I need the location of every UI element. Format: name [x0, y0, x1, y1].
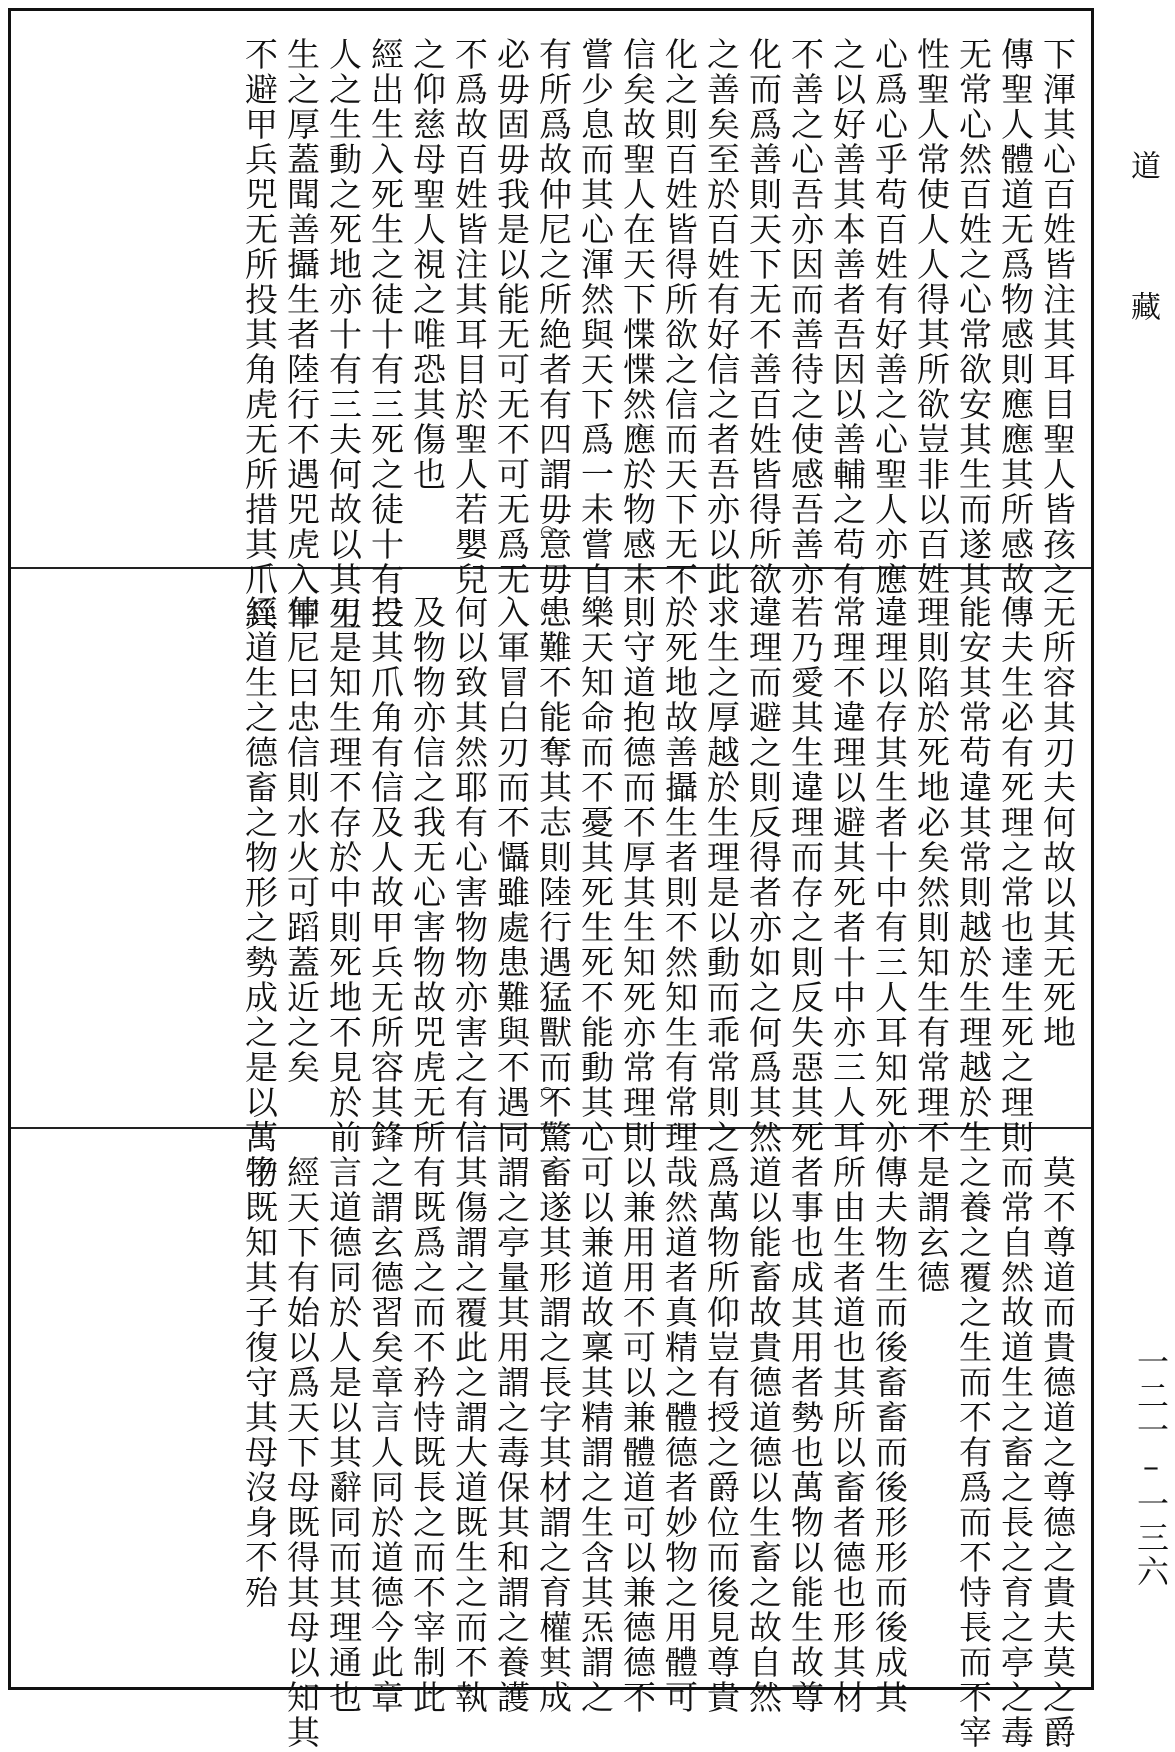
column-group — [237, 37, 1077, 632]
text-column: 謂之亭量其用謂之毒保其和謂之養護 — [492, 1155, 531, 1715]
text-column: 信矣故聖人在天下惵惵然應於物感未 — [618, 37, 657, 597]
text-panel-bottom — [11, 1129, 1091, 1750]
text-panel-top — [11, 11, 1091, 632]
text-column: 傳夫物生而後畜畜而後形形而後成其 — [870, 1155, 909, 1715]
punctuation-circle-mark — [543, 1165, 555, 1177]
text-column: 之仰慈母聖人視之唯恐其傷也 — [408, 37, 447, 492]
text-column: 理則陷於死地必矣然則知生有常理不 — [912, 595, 951, 1155]
text-column: 常理不違理以避其死者十中亦三人耳 — [828, 595, 867, 1155]
page-frame — [8, 8, 1094, 1750]
text-column: 者事也成其用者勢也萬物以能生故尊 — [786, 1155, 825, 1715]
text-column: 生之厚蓋聞善攝生者陸行不遇兕虎入軍 — [282, 37, 321, 632]
punctuation-circle-mark — [541, 603, 553, 615]
text-column: 若乃愛其生違理而存之則反失惡其死 — [786, 595, 825, 1155]
text-column: 人之生動之死地亦十有三夫何故以其生 — [324, 37, 363, 632]
text-column: 是謂玄德 — [912, 1155, 951, 1295]
text-column: 何以致其然耶有心害物物亦害之有信 — [450, 595, 489, 1155]
text-column: 所由生者道也其所以畜者德也形其材 — [828, 1155, 867, 1715]
text-column: 投其爪角有信及人故甲兵无所容其鋒 — [366, 595, 405, 1155]
page-number: 一二一–一三六 — [1132, 1345, 1170, 1589]
text-column: 哉然道者真精之體德者妙物之用體可 — [660, 1155, 699, 1715]
text-column: 道以能畜故貴德道德以生畜之故自然 — [744, 1155, 783, 1715]
text-column: 違理而避之則反得者亦如之何爲其然 — [744, 595, 783, 1155]
text-column: 其傷謂之覆此之謂大道既生之而不執 — [450, 1155, 489, 1715]
text-column: 有既爲之而不矜恃既長之而不宰制此 — [408, 1155, 447, 1715]
text-column: 經道生之德畜之物形之勢成之是以萬物 — [240, 595, 279, 1190]
text-column: 經出生入死生之徒十有三死之徒十有三 — [366, 37, 405, 632]
text-column: 不爲故百姓皆注其耳目於聖人若嬰兒 — [450, 37, 489, 597]
text-column: 化而爲善則天下无不善百姓皆得所欲 — [744, 37, 783, 597]
text-column: 爲萬物所仰豈有授之爵位而後見尊貴 — [702, 1155, 741, 1715]
text-column: 經天下有始以爲天下母既得其母以知其 — [282, 1155, 321, 1750]
text-column: 於死地故善攝生者則不然知生有常理 — [660, 595, 699, 1155]
text-column: 畜遂其形謂之長字其材謂之育權其成 — [534, 1155, 573, 1715]
text-column: 言道德同於人是以其辭同而其理通也 — [324, 1155, 363, 1715]
text-column: 及物物亦信之我无心害物故兕虎无所 — [408, 595, 447, 1155]
text-column: 違理以存其生者十中有三人耳知死亦 — [870, 595, 909, 1155]
punctuation-circle-mark — [541, 526, 553, 538]
text-column: 仲尼曰忠信則水火可蹈蓋近之矣 — [282, 595, 321, 1085]
text-column: 之謂玄德習矣章言人同於道德今此章 — [366, 1155, 405, 1715]
text-column: 之養之覆之生而不有爲而不恃長而不宰 — [954, 1155, 993, 1750]
text-column: 无常心然百姓之心常欲安其生而遂其 — [954, 37, 993, 597]
text-column: 无所容其刃夫何故以其无死地 — [1038, 595, 1077, 1050]
text-column: 能安其常苟違其常則越於生理越於生 — [954, 595, 993, 1155]
text-column: 以兼用用不可以兼體道可以兼德德不 — [618, 1155, 657, 1715]
text-column: 樂天知命而不憂其死生死不能動其心 — [576, 595, 615, 1155]
text-column: 莫不尊道而貴德道之尊德之貴夫莫之爵 — [1038, 1155, 1077, 1750]
text-column: 傳聖人體道无爲物感則應應其所感故 — [996, 37, 1035, 597]
text-panel-middle — [11, 569, 1091, 1190]
text-column: 刃是知生理不存於中則死地不見於前 — [324, 595, 363, 1155]
column-group — [237, 1155, 1077, 1750]
text-column: 不善之心吾亦因而善待之使感吾善亦 — [786, 37, 825, 597]
text-column: 之以好善其本善者吾因以善輔之苟有 — [828, 37, 867, 597]
text-column: 求生之厚越於生理是以動而乖常則之 — [702, 595, 741, 1155]
text-column: 不避甲兵兕无所投其角虎无所措其爪兵 — [240, 37, 279, 632]
text-column: 則守道抱德而不厚其生知死亦常理則 — [618, 595, 657, 1155]
punctuation-circle-mark — [541, 1087, 553, 1099]
punctuation-circle-mark — [543, 1651, 555, 1663]
text-column: 患難不能奪其志則陸行遇猛獸而不驚 — [534, 595, 573, 1155]
text-column: 子既知其子復守其母沒身不殆 — [240, 1155, 279, 1610]
text-column: 性聖人常使人人得其所欲豈非以百姓 — [912, 37, 951, 597]
text-column: 傳夫生必有死理之常也達生死之理則 — [996, 595, 1035, 1155]
text-column: 必毋固毋我是以能无可无不可无爲无 — [492, 37, 531, 597]
text-column: 可以兼道故稟其精謂之生含其炁謂之 — [576, 1155, 615, 1715]
text-column: 有所爲故仲尼之所絶者有四謂毋意毋 — [534, 37, 573, 597]
text-column: 而常自然故道生之畜之長之育之亭之毒 — [996, 1155, 1035, 1750]
text-column: 入軍冒白刃而不懾雖處患難與不遇同 — [492, 595, 531, 1155]
text-column: 之善矣至於百姓有好信之者吾亦以此 — [702, 37, 741, 597]
text-column: 心爲心乎苟百姓有好善之心聖人亦應 — [870, 37, 909, 597]
text-column: 下渾其心百姓皆注其耳目聖人皆孩之 — [1038, 37, 1077, 597]
text-column: 嘗少息而其心渾然與天下爲一未嘗自 — [576, 37, 615, 597]
text-column: 化之則百姓皆得所欲之信而天下无不 — [660, 37, 699, 597]
column-group — [237, 595, 1077, 1190]
book-title: 道 藏 — [1125, 150, 1160, 359]
